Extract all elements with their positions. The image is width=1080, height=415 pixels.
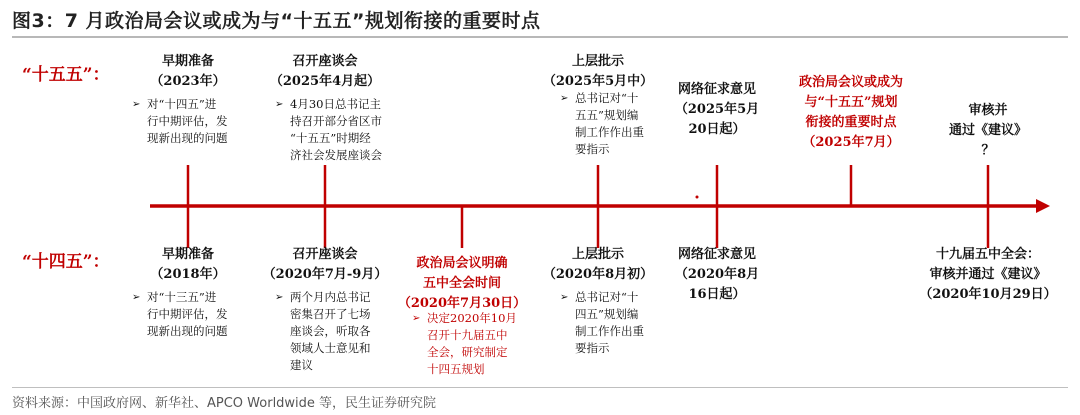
heading-line: 16日起）	[688, 287, 746, 302]
bullet-arrow-icon: ➢	[560, 93, 569, 104]
bullet-arrow-icon: ➢	[275, 99, 284, 110]
description-line: 对“十三五”进	[147, 290, 217, 304]
description-line: 座谈会，听取各	[290, 324, 371, 338]
top-event-3-heading	[675, 80, 759, 140]
heading-line: （2020年10月29日）	[919, 287, 1057, 302]
bottom-event-5-heading	[919, 245, 1056, 305]
bullet-arrow-icon: ➢	[412, 313, 421, 324]
description-line: 总书记对“十	[575, 290, 639, 304]
heading-line: 五中全会时间	[422, 276, 502, 291]
description-line: 五五”规划编	[575, 108, 639, 122]
heading-line: 衔接的重要时点	[805, 115, 897, 130]
heading-line: （2023年）	[150, 74, 226, 89]
heading-line: 网络征求意见	[677, 82, 757, 97]
heading-line: 20日起）	[688, 122, 746, 137]
description-line: 持召开部分省区市	[290, 114, 382, 128]
figure-title: 图3：7 月政治局会议或成为与“十五五”规划衔接的重要时点	[12, 10, 541, 32]
heading-line: （2025年5月中）	[542, 74, 654, 89]
description-line: 制工作作出重	[575, 324, 644, 338]
heading-line: 与“十五五”规划	[804, 95, 898, 110]
top-event-2-heading	[543, 52, 653, 92]
description-line: 行中期评估，发	[147, 307, 228, 321]
top-event-4-heading	[799, 73, 903, 153]
heading-line: （2020年7月30日）	[397, 296, 527, 311]
heading-line: 通过《建议》	[948, 123, 1028, 138]
bottom-event-1-heading	[263, 245, 388, 285]
description-line: 4月30日总书记主	[290, 97, 381, 111]
description-line: 密集召开了七场	[290, 307, 371, 321]
heading-line: 政治局会议明确	[416, 256, 508, 271]
heading-line: 早期准备	[161, 54, 214, 69]
timeline-dot	[696, 196, 699, 199]
description-line: 两个月内总书记	[290, 290, 371, 304]
description-line: 十四五规划	[427, 362, 485, 376]
label-14th-plan: “十四五”：	[22, 252, 110, 272]
top-event-2-description	[560, 90, 644, 158]
description-line: 济社会发展座谈会	[290, 148, 382, 162]
bottom-event-3-description	[560, 289, 644, 357]
heading-line: （2025年7月）	[802, 135, 900, 150]
description-line: 总书记对“十	[575, 91, 639, 105]
bottom-event-2-description	[412, 310, 517, 378]
heading-line: ？	[981, 143, 995, 158]
top-event-1-description	[275, 96, 382, 164]
heading-line: （2020年8月初）	[542, 267, 654, 282]
label-15th-plan: “十五五”：	[22, 65, 110, 85]
timeline-arrowhead	[1036, 199, 1050, 213]
bottom-event-3-heading	[543, 245, 653, 285]
heading-line: 召开座谈会	[292, 54, 358, 69]
bullet-arrow-icon: ➢	[275, 292, 284, 303]
heading-line: （2025年4月起）	[269, 74, 381, 89]
source-note: 资料来源：中国政府网、新华社、APCO Worldwide 等，民生证券研究院	[12, 396, 437, 411]
description-line: 现新出现的问题	[147, 131, 228, 145]
top-event-5-heading	[949, 101, 1027, 161]
top-event-0-heading	[150, 52, 225, 92]
heading-line: 审核并通过《建议》	[929, 267, 1047, 282]
top-event-0-description	[132, 96, 228, 147]
bullet-arrow-icon: ➢	[132, 292, 141, 303]
description-line: 建议	[290, 358, 313, 372]
bullet-arrow-icon: ➢	[560, 292, 569, 303]
heading-line: 上层批示	[571, 54, 625, 69]
heading-line: （2020年7月-9月）	[262, 267, 388, 282]
description-line: 召开十九届五中	[427, 328, 508, 342]
bottom-event-0-description	[132, 289, 228, 340]
heading-line: 召开座谈会	[292, 247, 358, 262]
bottom-event-0-heading	[150, 245, 225, 285]
description-line: 决定2020年10月	[427, 311, 517, 325]
heading-line: 审核并	[968, 103, 1008, 118]
heading-line: （2020年8月	[674, 267, 760, 282]
heading-line: 上层批示	[571, 247, 625, 262]
bottom-event-1-description	[275, 289, 371, 374]
source-divider	[12, 387, 1068, 388]
bullet-arrow-icon: ➢	[132, 99, 141, 110]
description-line: 行中期评估，发	[147, 114, 228, 128]
heading-line: （2018年）	[150, 267, 226, 282]
description-line: 要指示	[575, 341, 610, 355]
heading-line: 政治局会议或成为	[798, 75, 904, 90]
description-line: 要指示	[575, 142, 610, 156]
description-line: 现新出现的问题	[147, 324, 228, 338]
heading-line: 十九届五中全会：	[935, 247, 1040, 262]
bottom-event-2-heading	[398, 254, 526, 314]
description-line: 全会，研究制定	[427, 345, 508, 359]
bottom-event-4-heading	[675, 245, 759, 305]
description-line: 四五”规划编	[575, 307, 639, 321]
description-line: “十五五”时期经	[290, 131, 371, 145]
heading-line: （2025年5月	[674, 102, 760, 117]
heading-line: 网络征求意见	[677, 247, 757, 262]
heading-line: 早期准备	[161, 247, 214, 262]
description-line: 对“十四五”进	[147, 97, 217, 111]
top-event-1-heading	[270, 52, 380, 92]
description-line: 制工作作出重	[575, 125, 644, 139]
description-line: 领域人士意见和	[290, 341, 371, 355]
